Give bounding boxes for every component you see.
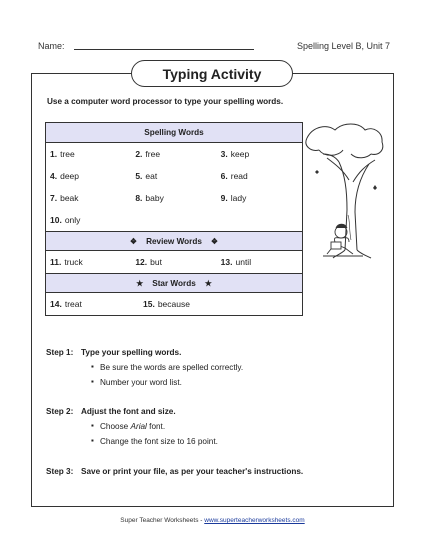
word-number: 12.: [135, 257, 148, 267]
diamond-icon: ❖: [210, 236, 219, 246]
word: read: [230, 171, 248, 181]
star-words-heading: ★ Star Words ★: [46, 273, 302, 293]
step-label: Step 1:: [46, 348, 74, 357]
word: truck: [64, 257, 83, 267]
word-cell: [46, 193, 131, 203]
star-icon: ★: [204, 278, 212, 288]
word: beak: [60, 193, 79, 203]
star-icon: ★: [136, 278, 144, 288]
review-words-heading: ❖ Review Words ❖: [46, 231, 302, 251]
word: because: [157, 299, 190, 309]
word-cell: [46, 257, 131, 267]
word-number: 9.: [220, 193, 228, 203]
word-row: [46, 293, 302, 315]
level-label: Spelling Level B, Unit 7: [296, 41, 390, 51]
bullet-item: ▪ Be sure the words are spelled correctly.: [100, 363, 243, 372]
word-cell: [131, 193, 216, 203]
word: free: [145, 149, 161, 159]
word-row: [46, 187, 302, 209]
word-row: [46, 251, 302, 273]
footer: [0, 517, 425, 524]
word: only: [64, 215, 81, 225]
word-number: 5.: [135, 171, 143, 181]
bullet-item: ▪ Change the font size to 16 point.: [100, 437, 218, 446]
word: until: [235, 257, 252, 267]
word-cell: [131, 171, 216, 181]
word-cell: [46, 215, 139, 225]
word-row: [46, 165, 302, 187]
word: tree: [60, 149, 75, 159]
word: eat: [145, 171, 158, 181]
step-1: [46, 348, 181, 357]
spelling-words-heading: Spelling Words: [46, 123, 302, 143]
word-cell: [217, 149, 302, 159]
diamond-icon: ❖: [129, 236, 138, 246]
bullet-item: ▪ Choose Arial font.: [100, 422, 165, 431]
word-cell: [131, 257, 216, 267]
step-3: [46, 467, 303, 476]
word-number: 14.: [50, 299, 62, 309]
step-label: Step 2:: [46, 407, 74, 416]
step-label: Step 3:: [46, 467, 74, 476]
word-number: 13.: [220, 257, 233, 267]
name-blank-line[interactable]: [74, 49, 254, 50]
word-number: 15.: [143, 299, 155, 309]
word-number: 11.: [50, 257, 62, 267]
word-row: [46, 143, 302, 165]
step-text: Adjust the font and size.: [81, 407, 176, 416]
word: but: [150, 257, 162, 267]
step-text: Save or print your file, as per your teacher's instructions.: [81, 467, 304, 476]
word-number: 6.: [220, 171, 228, 181]
tree-illustration: [305, 120, 385, 260]
word-number: 7.: [50, 193, 58, 203]
word-cell: [131, 149, 216, 159]
word-number: 8.: [135, 193, 143, 203]
step-2: [46, 407, 176, 416]
footer-link[interactable]: www.superteacherworksheets.com: [204, 517, 305, 524]
spelling-word-table: [45, 122, 303, 316]
word: baby: [145, 193, 164, 203]
word-cell: [217, 257, 302, 267]
bullet-item: ▪ Number your word list.: [100, 378, 182, 387]
word: deep: [60, 171, 80, 181]
word-cell: [46, 171, 131, 181]
word: treat: [64, 299, 82, 309]
word: lady: [230, 193, 247, 203]
word-number: 3.: [220, 149, 228, 159]
word: keep: [230, 149, 250, 159]
word-cell: [46, 149, 131, 159]
word-number: 2.: [135, 149, 143, 159]
word-cell: [139, 299, 232, 309]
step-text: Type your spelling words.: [81, 348, 182, 357]
name-label: Name:: [38, 41, 65, 51]
word-number: 10.: [50, 215, 62, 225]
word-cell: [217, 171, 302, 181]
footer-text: Super Teacher Worksheets -: [120, 517, 205, 524]
intro-text: Use a computer word processor to type your spelling words.: [47, 97, 284, 106]
page-title: Typing Activity: [131, 60, 293, 87]
word-number: 1.: [50, 149, 58, 159]
word-cell: [217, 193, 302, 203]
word-row: [46, 209, 302, 231]
word-number: 4.: [50, 171, 58, 181]
word-cell: [46, 299, 139, 309]
